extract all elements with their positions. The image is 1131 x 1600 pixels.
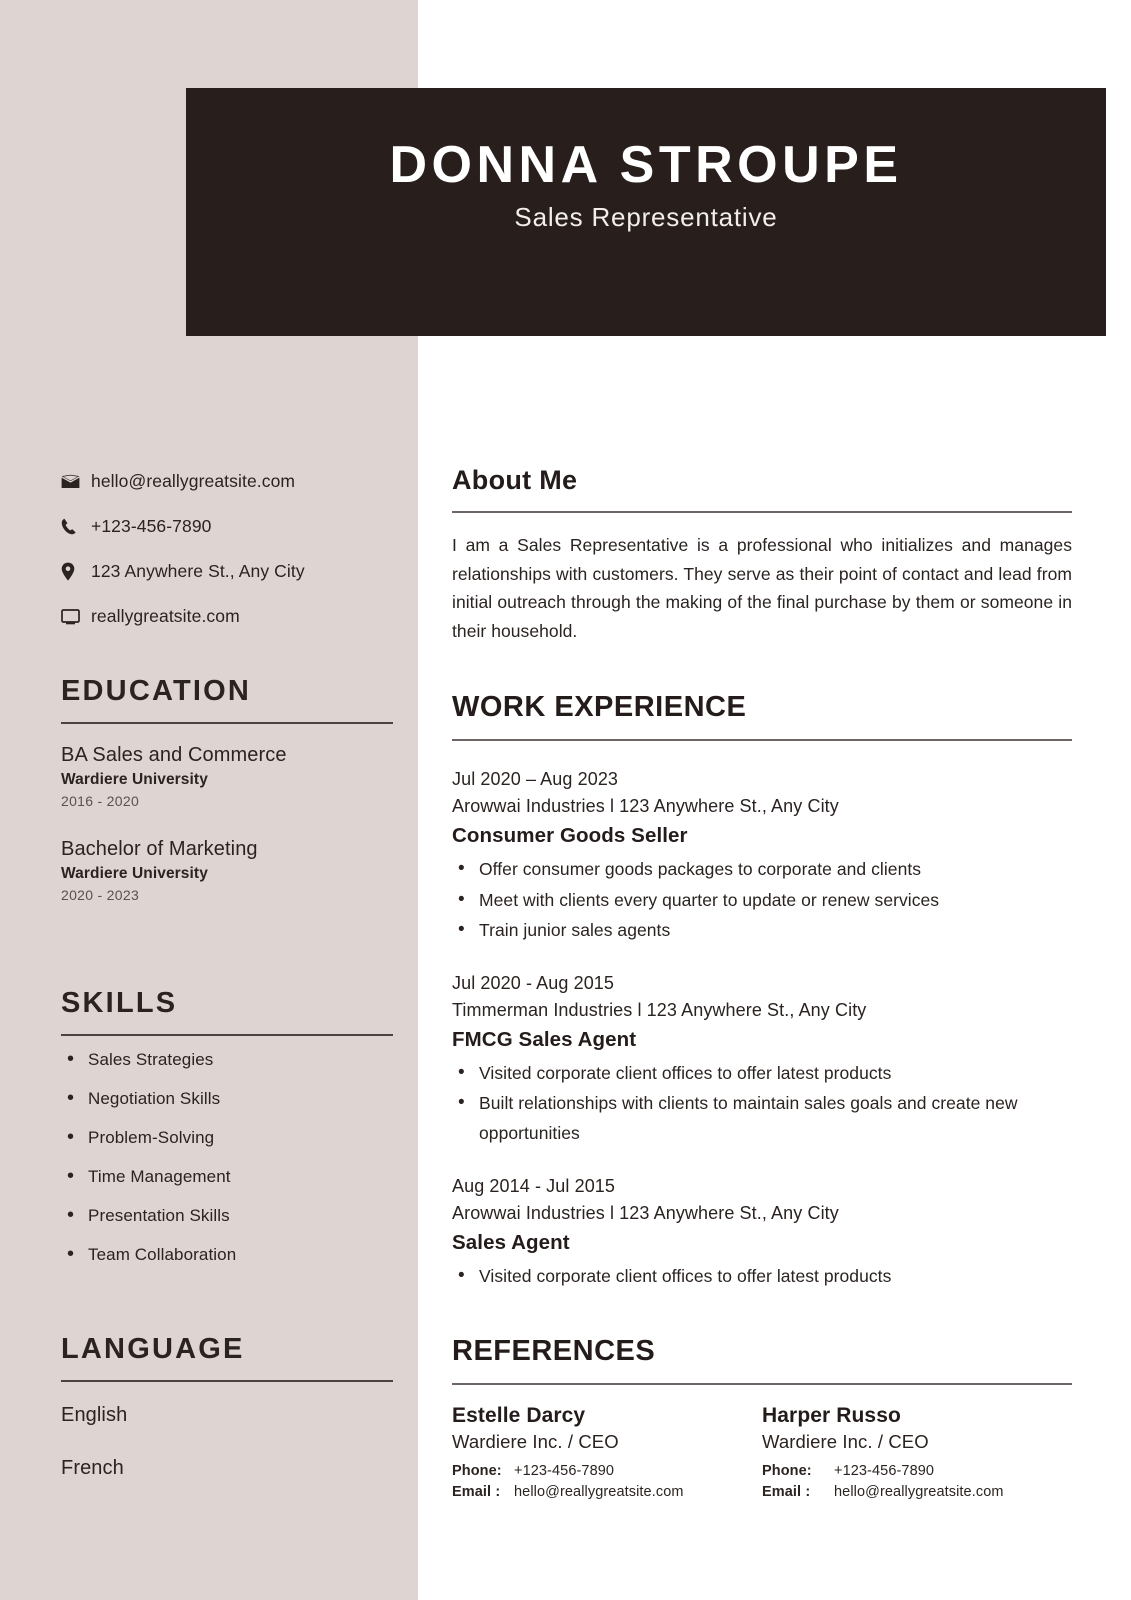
monitor-icon [61,609,91,625]
contact-list [61,459,401,639]
contact-website-text: reallygreatsite.com [91,606,240,626]
name-banner [186,88,1106,336]
reference-name: Harper Russo [762,1404,901,1428]
about-divider [452,511,1072,513]
work-experience-section [452,692,1072,1291]
work-experience-divider [452,739,1072,741]
job-entry [452,970,1072,1148]
reference-phone-label: Phone: [762,1463,812,1480]
job-entry [452,766,1072,944]
list-item: English [61,1404,128,1427]
contact-email-text: hello@reallygreatsite.com [91,471,296,491]
job-entry [452,1173,1072,1291]
work-experience-heading: WORK EXPERIENCE [452,691,747,723]
contact-item-address[interactable] [61,549,401,594]
reference-role: Wardiere Inc. / CEO [452,1431,619,1453]
education-school: Wardiere University [61,865,208,883]
reference-email-label: Email : [762,1484,811,1501]
list-item: • Time Management [61,1167,393,1187]
language-heading: LANGUAGE [61,1333,245,1365]
job-company: Arowwai Industries l 123 Anywhere St., Any City [452,796,839,817]
list-item: • Offer consumer goods packages to corporate and clients [452,854,1072,884]
reference-phone-row [452,1463,762,1479]
list-item: • Meet with clients every quarter to update or renew services [452,885,1072,915]
reference-card [452,1404,762,1500]
list-item: French [61,1457,124,1480]
reference-email-value: hello@reallygreatsite.com [514,1484,684,1501]
location-pin-icon [61,562,91,581]
job-dates: Jul 2020 – Aug 2023 [452,769,619,790]
skills-list [61,1050,393,1265]
education-item [61,837,393,903]
contact-item-website[interactable] [61,594,401,639]
list-item: • Team Collaboration [61,1245,393,1265]
list-item: • Built relationships with clients to maintain sales goals and create new opportunities [452,1088,1072,1148]
job-company: Arowwai Industries l 123 Anywhere St., Any City [452,1203,839,1223]
education-heading: EDUCATION [61,675,252,707]
reference-role: Wardiere Inc. / CEO [762,1431,929,1453]
education-degree: Bachelor of Marketing [61,838,258,861]
education-years: 2016 - 2020 [61,793,140,810]
references-grid [452,1404,1072,1500]
list-item: • Visited corporate client offices to offer latest products [452,1058,1072,1088]
job-dates: Jul 2020 - Aug 2015 [452,972,615,993]
job-role: FMCG Sales Agent [452,1027,637,1051]
reference-email-row [762,1484,1072,1500]
list-item: • Sales Strategies [61,1050,393,1070]
about-heading: About Me [452,465,578,495]
job-bullets [452,1058,1072,1148]
references-heading: REFERENCES [452,1335,656,1367]
education-school: Wardiere University [61,771,208,789]
reference-phone-value: +123-456-7890 [514,1463,615,1480]
skills-divider [61,1034,393,1036]
language-divider [61,1380,393,1382]
contact-address-text: 123 Anywhere St., Any City [91,561,305,581]
contact-phone-text: +123-456-7890 [91,516,212,536]
reference-name: Estelle Darcy [452,1404,586,1428]
page-title: DONNA STROUPE [389,136,903,194]
job-bullets [452,854,1072,944]
education-item [61,743,393,809]
reference-email-label: Email : [452,1484,501,1501]
references-divider [452,1383,1072,1385]
reference-phone-value: +123-456-7890 [834,1463,935,1480]
reference-phone-label: Phone: [452,1463,502,1480]
about-section [452,466,1072,645]
job-bullets [452,1261,1072,1291]
education-years: 2020 - 2023 [61,887,140,904]
reference-email-value: hello@reallygreatsite.com [834,1484,1004,1501]
reference-phone-row [762,1463,1072,1479]
contact-item-phone[interactable] [61,504,401,549]
list-item: • Visited corporate client offices to offer latest products [452,1261,1072,1291]
job-title-subtitle: Sales Representative [514,202,778,233]
list-item: • Negotiation Skills [61,1089,393,1109]
education-divider [61,722,393,724]
list-item: • Presentation Skills [61,1206,393,1226]
contact-item-email[interactable] [61,459,401,504]
skills-section [61,988,393,1265]
language-section [61,1334,393,1480]
reference-card [762,1404,1072,1500]
envelope-icon [61,474,91,489]
references-section [452,1336,1072,1500]
phone-icon [61,518,91,535]
reference-email-row [452,1484,762,1500]
job-company: Timmerman Industries l 123 Anywhere St., Any City [452,999,867,1020]
job-dates: Aug 2014 - Jul 2015 [452,1176,616,1196]
about-body: I am a Sales Representative is a professional who initializes and manages relationships with customers. They serve as their point of contact and lead from initial outreach through the making of the final purchase by them or someone in their household. [452,535,1072,641]
job-role: Consumer Goods Seller [452,824,688,848]
list-item: • Problem-Solving [61,1128,393,1148]
education-section [61,676,393,903]
education-degree: BA Sales and Commerce [61,744,287,767]
job-role: Sales Agent [452,1231,570,1254]
skills-heading: SKILLS [61,987,178,1019]
list-item: • Train junior sales agents [452,915,1072,945]
